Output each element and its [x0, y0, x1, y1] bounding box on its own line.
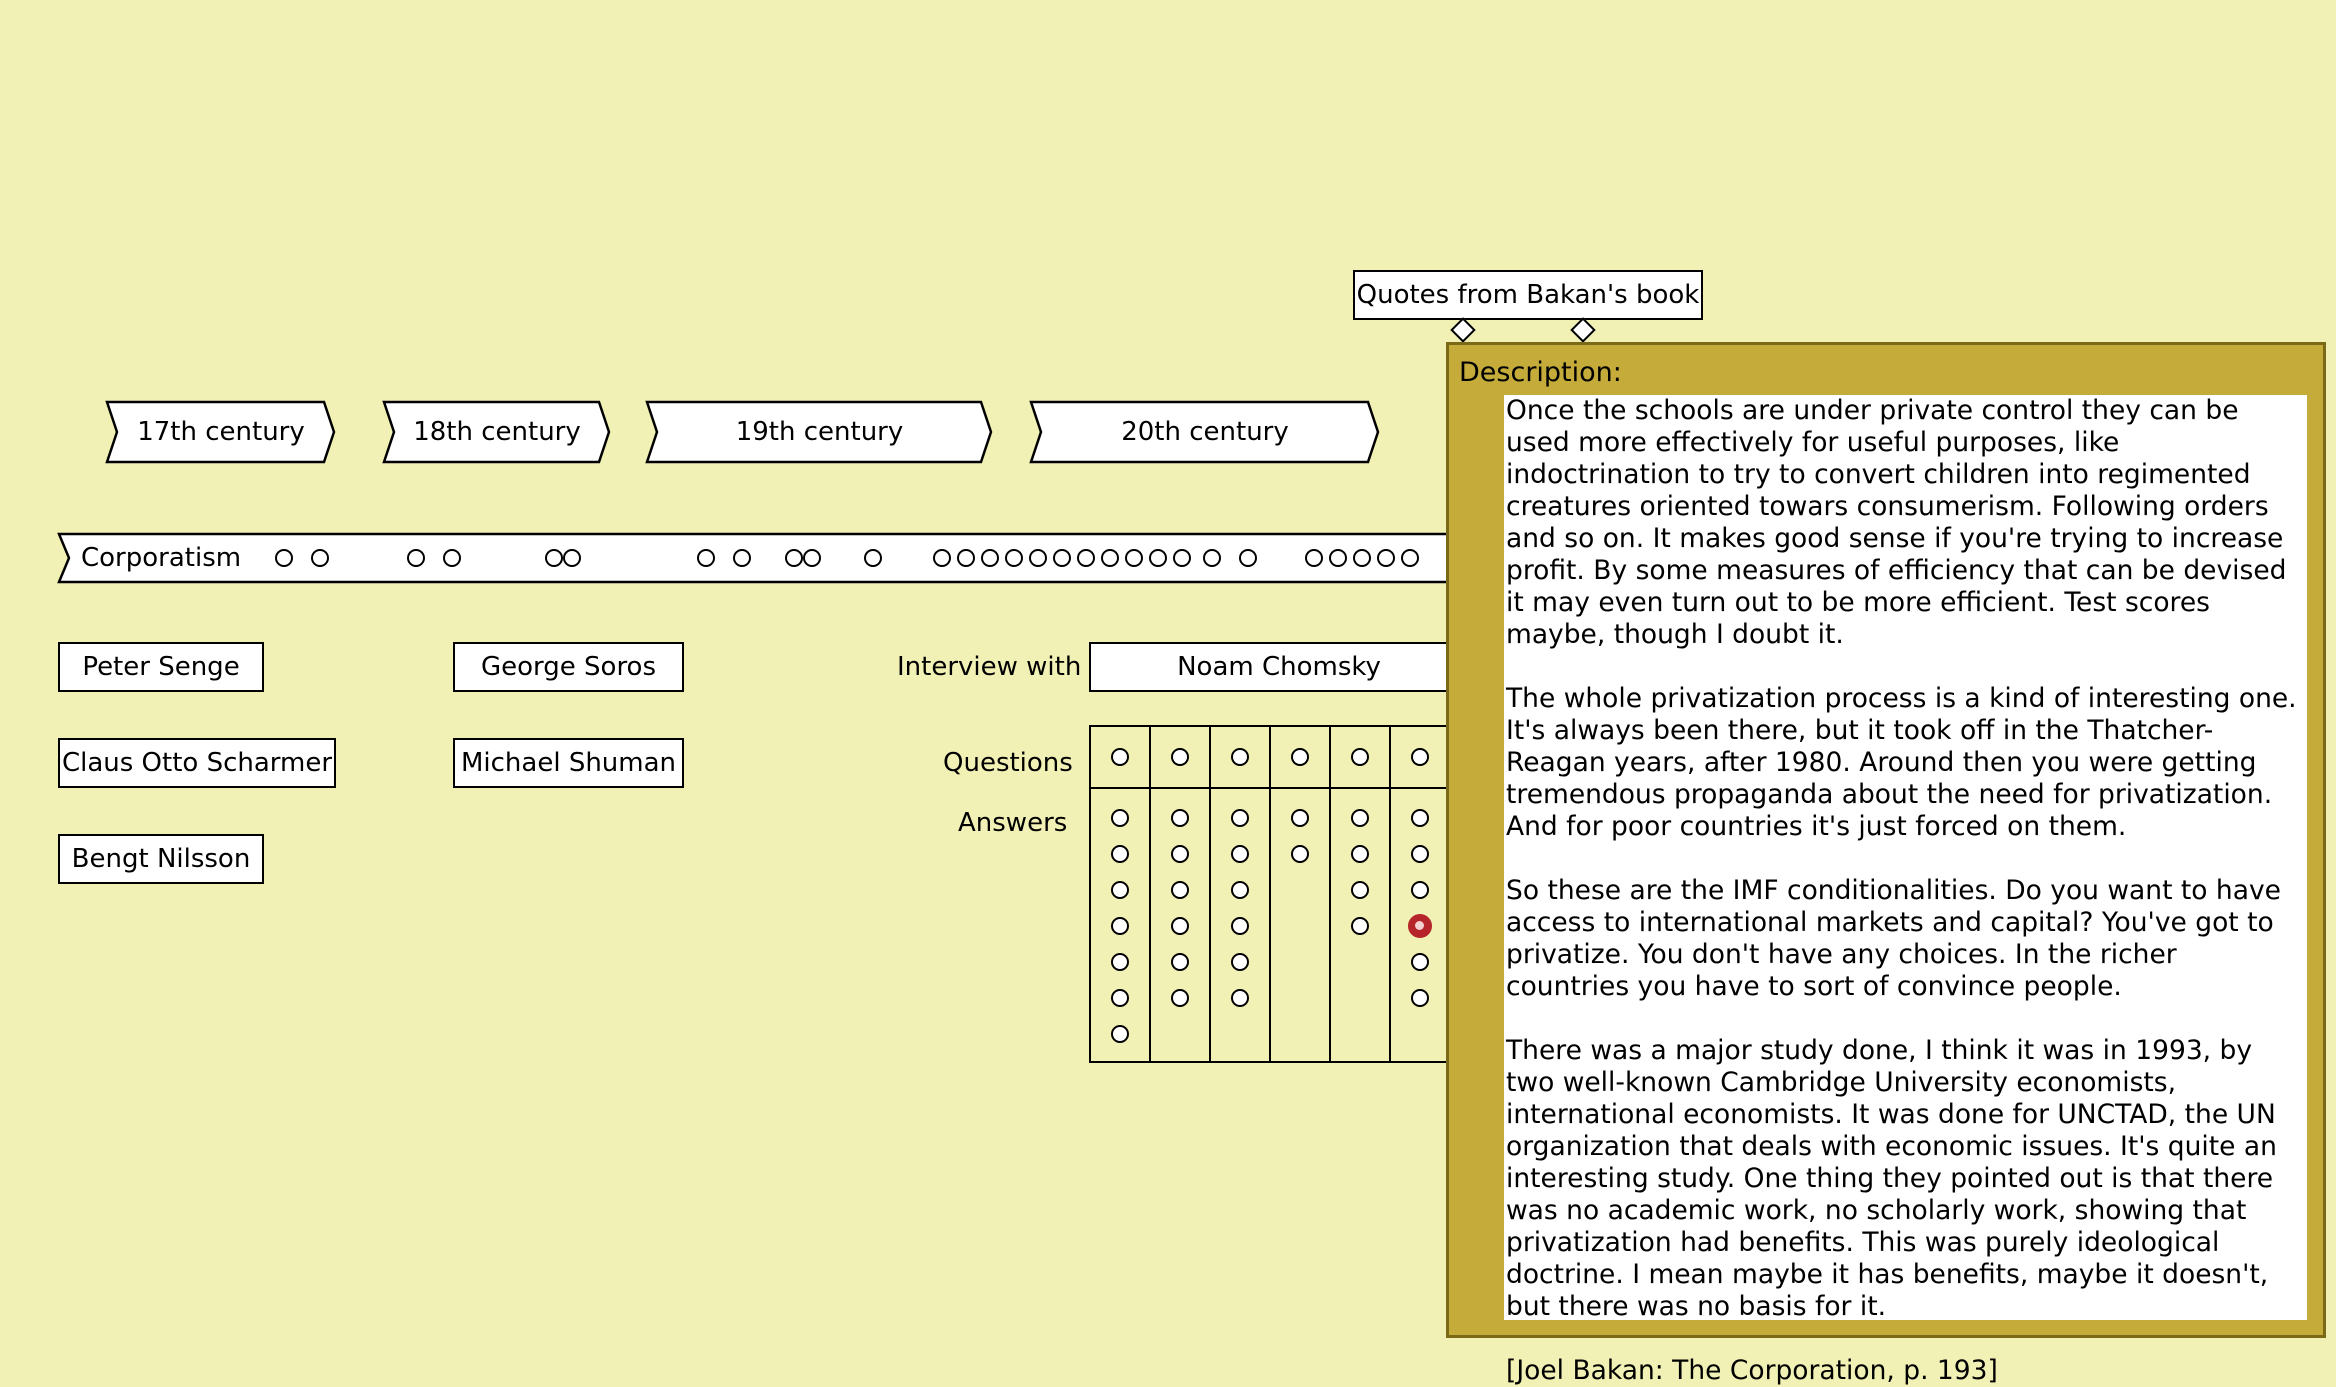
timeline-marker[interactable] [1401, 549, 1419, 567]
century-17th[interactable] [106, 401, 336, 463]
quotes-label: Quotes from Bakan's book [1356, 280, 1700, 310]
person-name: Bengt Nilsson [71, 844, 251, 874]
timeline-marker[interactable] [563, 549, 581, 567]
century-label: 18th century [413, 417, 581, 447]
answer-marker[interactable] [1171, 845, 1189, 863]
interview-label: Interview with [897, 652, 1082, 682]
question-marker[interactable] [1351, 748, 1369, 766]
question-column [1329, 725, 1391, 1063]
timeline-marker[interactable] [1029, 549, 1047, 567]
question-marker[interactable] [1171, 748, 1189, 766]
answer-marker[interactable] [1171, 881, 1189, 899]
timeline-marker[interactable] [1329, 549, 1347, 567]
timeline-marker[interactable] [545, 549, 563, 567]
answer-marker[interactable] [1231, 881, 1249, 899]
question-marker[interactable] [1111, 748, 1129, 766]
timeline-marker[interactable] [1005, 549, 1023, 567]
answer-marker[interactable] [1291, 809, 1309, 827]
connector-diamond [1570, 317, 1595, 342]
timeline-marker[interactable] [803, 549, 821, 567]
answer-marker[interactable] [1351, 881, 1369, 899]
answer-marker[interactable] [1231, 953, 1249, 971]
answer-marker[interactable] [1111, 917, 1129, 935]
person-bengt-nilsson[interactable] [58, 834, 264, 884]
question-column [1209, 725, 1271, 1063]
timeline-marker[interactable] [864, 549, 882, 567]
person-michael-shuman[interactable] [453, 738, 684, 788]
person-name: Peter Senge [82, 652, 240, 682]
answer-marker[interactable] [1231, 809, 1249, 827]
answer-marker[interactable] [1111, 809, 1129, 827]
timeline-marker[interactable] [697, 549, 715, 567]
column-divider [1211, 787, 1269, 789]
question-marker[interactable] [1291, 748, 1309, 766]
quotes-box[interactable] [1353, 270, 1703, 320]
column-divider [1091, 787, 1149, 789]
question-column [1269, 725, 1331, 1063]
timeline-marker[interactable] [1077, 549, 1095, 567]
century-label: 19th century [735, 417, 904, 447]
timeline-marker[interactable] [957, 549, 975, 567]
interviewee-name: Noam Chomsky [1177, 652, 1381, 682]
answer-marker[interactable] [1231, 989, 1249, 1007]
qa-grid [1089, 725, 1461, 1065]
answer-marker[interactable] [1351, 845, 1369, 863]
connector-diamond [1450, 317, 1475, 342]
selected-dot-center [1415, 921, 1424, 930]
popup-paragraph: The whole privatization process is a kind of interesting one. It's always been there, but it took off in the Thatcher-Reagan years, after 1980. Around then you were getting tremendous propaganda about the need for privatization. And for poor countries it's just forced on them. [1506, 683, 2297, 842]
answer-marker[interactable] [1351, 917, 1369, 935]
answer-marker[interactable] [1111, 881, 1129, 899]
answer-marker[interactable] [1111, 989, 1129, 1007]
questions-label: Questions [943, 748, 1073, 778]
timeline-marker[interactable] [981, 549, 999, 567]
answer-marker[interactable] [1351, 809, 1369, 827]
person-name: Michael Shuman [460, 748, 677, 778]
description-popup [1446, 342, 2326, 1386]
century-19th[interactable] [646, 401, 993, 463]
timeline-marker[interactable] [407, 549, 425, 567]
answer-marker[interactable] [1111, 845, 1129, 863]
person-peter-senge[interactable] [58, 642, 264, 692]
century-label: 20th century [1121, 417, 1289, 447]
timeline-marker[interactable] [933, 549, 951, 567]
answer-marker[interactable] [1111, 953, 1129, 971]
answer-marker-selected[interactable] [1408, 914, 1432, 938]
answers-label: Answers [958, 808, 1068, 838]
popup-citation: [Joel Bakan: The Corporation, p. 193] [1506, 1355, 1998, 1386]
timeline-marker[interactable] [785, 549, 803, 567]
answer-marker[interactable] [1411, 809, 1429, 827]
answer-marker[interactable] [1411, 881, 1429, 899]
century-18th[interactable] [383, 401, 611, 463]
timeline-marker[interactable] [1305, 549, 1323, 567]
person-george-soros[interactable] [453, 642, 684, 692]
century-20th[interactable] [1030, 401, 1380, 463]
answer-marker[interactable] [1171, 917, 1189, 935]
column-divider [1151, 787, 1209, 789]
popup-paragraph: Once the schools are under private control they can be used more effectively for useful purposes, like indoctrination to try to convert children into regimented creatures oriented towars consumerism. Following orders and so on. It makes good sense if you're trying to increase profit. By some measures of efficiency that can be devised it may even turn out to be more efficient. Test scores maybe, though I doubt it. [1506, 395, 2287, 650]
column-divider [1271, 787, 1329, 789]
answer-marker[interactable] [1411, 989, 1429, 1007]
question-marker[interactable] [1411, 748, 1429, 766]
timeline-marker[interactable] [1377, 549, 1395, 567]
answer-marker[interactable] [1171, 953, 1189, 971]
popup-paragraph: There was a major study done, I think it was in 1993, by two well-known Cambridge University economists, international economists. It was done for UNCTAD, the UN organization that deals with economic issues. It's quite an interesting study. One thing they pointed out is that there was no academic work, no scholarly work, showing that privatization had benefits. This was purely ideological doctrine. I mean maybe it has benefits, maybe it doesn't, but there was no basis for it. [1506, 1035, 2277, 1322]
interviewee-box[interactable] [1089, 642, 1469, 692]
timeline-marker[interactable] [275, 549, 293, 567]
timeline-marker[interactable] [1353, 549, 1371, 567]
timeline-marker[interactable] [1203, 549, 1221, 567]
person-claus-otto-scharmer[interactable] [58, 738, 336, 788]
timeline-bar-shape [58, 533, 1470, 583]
timeline-marker[interactable] [1149, 549, 1167, 567]
person-name: George Soros [480, 652, 657, 682]
question-column [1149, 725, 1211, 1063]
answer-marker[interactable] [1411, 845, 1429, 863]
corporatism-timeline[interactable] [58, 533, 1470, 583]
column-divider [1391, 787, 1449, 789]
timeline-marker[interactable] [1239, 549, 1257, 567]
answer-marker[interactable] [1171, 809, 1189, 827]
popup-paragraph: So these are the IMF conditionalities. Do you want to have access to international markets and capital? You've got to privatize. You don't have any choices. In the richer countries you have to sort of convince people. [1506, 875, 2281, 1002]
answer-marker[interactable] [1171, 989, 1189, 1007]
question-marker[interactable] [1231, 748, 1249, 766]
timeline-marker[interactable] [1173, 549, 1191, 567]
answer-marker[interactable] [1231, 917, 1249, 935]
timeline-marker[interactable] [1125, 549, 1143, 567]
question-column [1089, 725, 1151, 1063]
person-name: Claus Otto Scharmer [61, 748, 333, 778]
timeline-marker[interactable] [311, 549, 329, 567]
timeline-marker[interactable] [1101, 549, 1119, 567]
popup-text[interactable] [1504, 395, 2307, 1386]
question-column [1389, 725, 1451, 1063]
answer-marker[interactable] [1291, 845, 1309, 863]
answer-marker[interactable] [1411, 953, 1429, 971]
answer-marker[interactable] [1231, 845, 1249, 863]
timeline-marker[interactable] [443, 549, 461, 567]
timeline-label: Corporatism [81, 543, 242, 573]
timeline-marker[interactable] [1053, 549, 1071, 567]
timeline-marker[interactable] [733, 549, 751, 567]
popup-title: Description: [1459, 357, 1622, 388]
answer-marker[interactable] [1111, 1025, 1129, 1043]
century-label: 17th century [137, 417, 305, 447]
column-divider [1331, 787, 1389, 789]
